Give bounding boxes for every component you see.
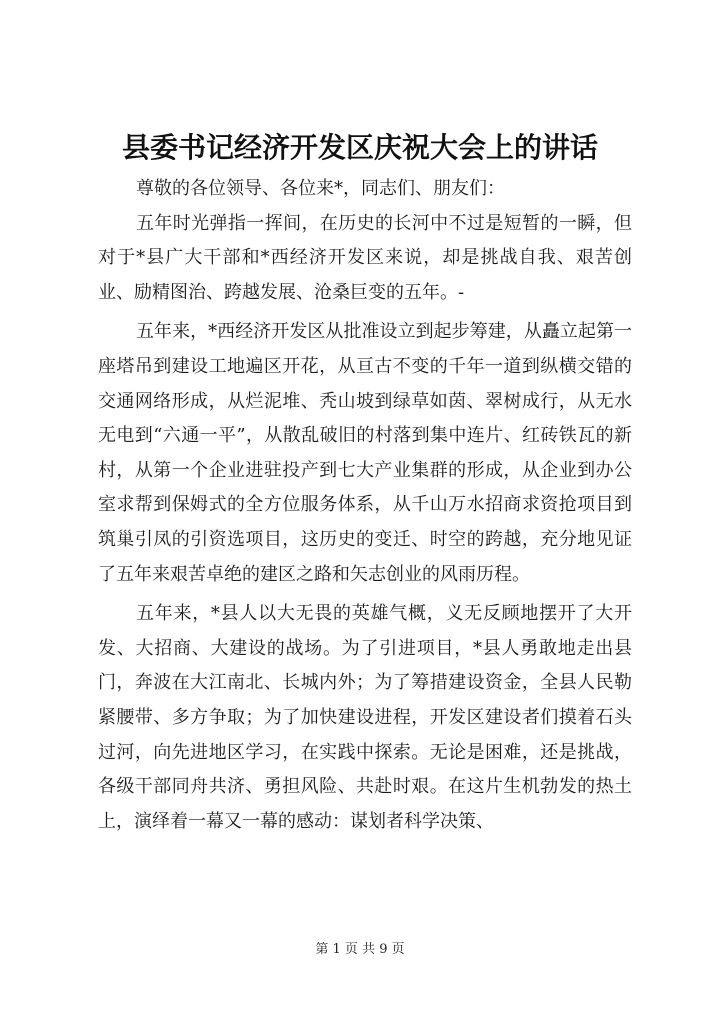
salutation-paragraph: 尊敬的各位领导、各位来*，同志们、朋友们： [136,178,505,199]
body-paragraph: 五年时光弹指一挥间，在历史的长河中不过是短暂的一瞬，但对于*县广大干部和*西经济开发区来说，却是挑战自我、艰苦创业、励精图治、跨越发展、沧桑巨变的五年。- [98,212,632,303]
page-number-footer: 第 1 页 共 9 页 [315,942,405,957]
body-paragraph: 五年来，*西经济开发区从批准设立到起步筹建，从矗立起第一座塔吊到建设工地遍区开花，从亘古不变的千年一道到纵横交错的交通网络形成，从烂泥堆、秃山坡到绿草如茵、翠树成行，从无水无电到“六通一平”，从散乱破旧的村落到集中连片、红砖铁瓦的新村，从第一个企业进驻投产到七大产业集群的形成，从企业到办公室求帮到保姆式的全方位服务体系，从千山万水招商求资抢项目到筑巢引凤的引资选项目，这历史的变迁、时空的跨越，充分地见证了五年来艰苦卓绝的建区之路和矢志创业的风雨历程。 [98,321,632,585]
document-title: 县委书记经济开发区庆祝大会上的讲话 [121,131,598,164]
document-body [98,172,632,839]
body-paragraph: 五年来，*县人以大无畏的英雄气概，义无反顾地摆开了大开发、大招商、大建设的战场。为了引进项目，*县人勇敢地走出县门，奔波在大江南北、长城内外；为了筹措建设资金，全县人民勒紧腰带、多方争取；为了加快建设进程，开发区建设者们摸着石头过河，向先进地区学习，在实践中探索。无论是困难，还是挑战，各级干部同舟共济、勇担风险、共赴时艰。在这片生机勃发的热土上，演绎着一幕又一幕的感动：谋划者科学决策、 [98,603,632,832]
